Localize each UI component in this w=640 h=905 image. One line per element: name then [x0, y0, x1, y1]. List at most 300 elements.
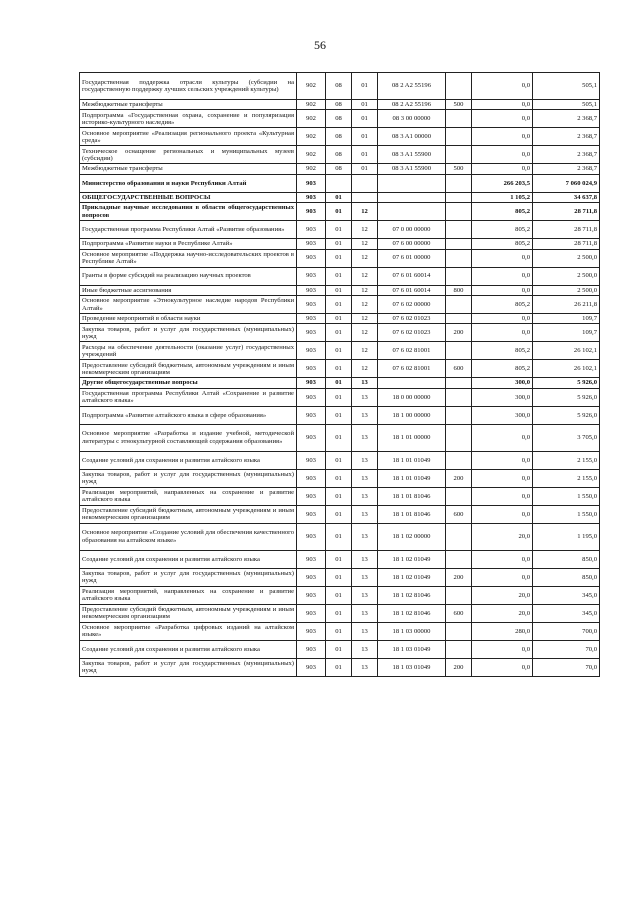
admin-code-cell: 903 [297, 469, 326, 487]
subsection-code-cell [352, 174, 378, 192]
expense-type-cell: 200 [446, 469, 472, 487]
section-code-cell: 01 [326, 622, 352, 640]
amount-total-cell: 28 711,8 [533, 239, 600, 249]
expense-name-cell: Проведение мероприятий в области науки [80, 314, 297, 324]
amount-change-cell: 805,2 [472, 360, 533, 378]
admin-code-cell: 903 [297, 203, 326, 221]
amount-total-cell: 1 550,0 [533, 487, 600, 505]
amount-change-cell: 0,0 [472, 568, 533, 586]
expense-name-cell: Основное мероприятие «Этнокультурное наследие народов Республики Алтай» [80, 296, 297, 314]
table-row [80, 267, 600, 285]
subsection-code-cell: 12 [352, 267, 378, 285]
amount-total-cell: 2 368,7 [533, 128, 600, 146]
table-row [80, 203, 600, 221]
section-code-cell: 01 [326, 523, 352, 550]
expense-type-cell [446, 267, 472, 285]
subsection-code-cell: 13 [352, 604, 378, 622]
expense-type-cell [446, 406, 472, 424]
amount-total-cell: 3 705,0 [533, 424, 600, 451]
amount-change-cell: 300,0 [472, 388, 533, 406]
target-article-cell: 18 1 02 01049 [378, 550, 446, 568]
amount-total-cell: 2 368,7 [533, 110, 600, 128]
expense-name-cell: Подпрограмма «Развитие науки в Республике Алтай» [80, 239, 297, 249]
amount-change-cell: 805,2 [472, 296, 533, 314]
target-article-cell: 08 3 A1 55900 [378, 146, 446, 164]
subsection-code-cell: 13 [352, 451, 378, 469]
section-code-cell: 01 [326, 568, 352, 586]
target-article-cell: 18 0 00 00000 [378, 388, 446, 406]
admin-code-cell: 902 [297, 100, 326, 110]
amount-total-cell: 505,1 [533, 73, 600, 100]
admin-code-cell: 902 [297, 146, 326, 164]
amount-total-cell: 28 711,8 [533, 203, 600, 221]
section-code-cell: 01 [326, 640, 352, 658]
table-row [80, 388, 600, 406]
admin-code-cell: 902 [297, 73, 326, 100]
expense-name-cell: Предоставление субсидий бюджетным, автономным учреждениям и иным некоммерческим организациям [80, 604, 297, 622]
expense-name-cell: Гранты в форме субсидий на реализацию научных проектов [80, 267, 297, 285]
expense-type-cell: 800 [446, 285, 472, 295]
amount-change-cell: 0,0 [472, 550, 533, 568]
target-article-cell: 18 1 02 81046 [378, 604, 446, 622]
amount-change-cell: 20,0 [472, 523, 533, 550]
section-code-cell: 01 [326, 203, 352, 221]
target-article-cell: 07 6 02 81001 [378, 360, 446, 378]
target-article-cell: 07 6 01 60014 [378, 267, 446, 285]
expense-name-cell: Государственная поддержка отрасли культуры (субсидии на государственную поддержку лучших сельских учреждений культуры) [80, 73, 297, 100]
table-row [80, 221, 600, 239]
expense-name-cell: Межбюджетные трансферты [80, 164, 297, 174]
expense-name-cell: Государственная программа Республики Алтай «Сохранение и развитие алтайского языка» [80, 388, 297, 406]
table-row [80, 568, 600, 586]
amount-total-cell: 109,7 [533, 324, 600, 342]
subsection-code-cell: 13 [352, 406, 378, 424]
amount-change-cell: 0,0 [472, 73, 533, 100]
expense-type-cell [446, 249, 472, 267]
amount-total-cell: 2 155,0 [533, 451, 600, 469]
section-code-cell: 01 [326, 469, 352, 487]
expense-type-cell [446, 146, 472, 164]
amount-change-cell: 0,0 [472, 164, 533, 174]
section-code-cell: 08 [326, 164, 352, 174]
expense-type-cell [446, 388, 472, 406]
subsection-code-cell: 13 [352, 622, 378, 640]
admin-code-cell: 903 [297, 314, 326, 324]
admin-code-cell: 903 [297, 249, 326, 267]
amount-total-cell: 5 926,0 [533, 406, 600, 424]
expense-name-cell: Реализация мероприятий, направленных на сохранение и развитие алтайского языка [80, 586, 297, 604]
admin-code-cell: 903 [297, 658, 326, 676]
amount-change-cell: 805,2 [472, 342, 533, 360]
table-row [80, 146, 600, 164]
expense-name-cell: Подпрограмма «Государственная охрана, сохранение и популяризация историко-культурного наследия» [80, 110, 297, 128]
subsection-code-cell: 13 [352, 469, 378, 487]
amount-total-cell: 2 155,0 [533, 469, 600, 487]
amount-total-cell: 34 637,8 [533, 192, 600, 202]
amount-total-cell: 2 500,0 [533, 267, 600, 285]
subsection-code-cell: 12 [352, 249, 378, 267]
expense-type-cell: 500 [446, 164, 472, 174]
table-row [80, 110, 600, 128]
admin-code-cell: 903 [297, 192, 326, 202]
expense-type-cell [446, 174, 472, 192]
subsection-code-cell: 12 [352, 239, 378, 249]
expense-name-cell: Другие общегосударственные вопросы [80, 378, 297, 388]
target-article-cell: 07 6 02 01023 [378, 324, 446, 342]
expense-type-cell [446, 622, 472, 640]
amount-change-cell: 805,2 [472, 239, 533, 249]
subsection-code-cell: 13 [352, 378, 378, 388]
section-code-cell: 01 [326, 586, 352, 604]
expense-name-cell: Расходы на обеспечение деятельности (оказание услуг) государственных учреждений [80, 342, 297, 360]
table-row [80, 586, 600, 604]
table-row [80, 487, 600, 505]
expense-type-cell [446, 192, 472, 202]
table-row [80, 296, 600, 314]
subsection-code-cell: 13 [352, 568, 378, 586]
admin-code-cell: 903 [297, 424, 326, 451]
section-code-cell: 01 [326, 192, 352, 202]
expense-type-cell [446, 523, 472, 550]
subsection-code-cell: 12 [352, 296, 378, 314]
expense-name-cell: Межбюджетные трансферты [80, 100, 297, 110]
page-number: 56 [314, 38, 326, 52]
subsection-code-cell: 13 [352, 550, 378, 568]
admin-code-cell: 903 [297, 174, 326, 192]
target-article-cell: 18 1 01 81046 [378, 505, 446, 523]
expense-name-cell: Закупка товаров, работ и услуг для государственных (муниципальных) нужд [80, 324, 297, 342]
table-row [80, 640, 600, 658]
admin-code-cell: 903 [297, 640, 326, 658]
section-code-cell: 08 [326, 128, 352, 146]
admin-code-cell: 903 [297, 324, 326, 342]
table-row [80, 314, 600, 324]
section-code-cell: 01 [326, 378, 352, 388]
table-row [80, 406, 600, 424]
expense-name-cell: Основное мероприятие «Создание условий для обеспечения качественного образования на алтайском языке» [80, 523, 297, 550]
amount-total-cell: 26 102,1 [533, 342, 600, 360]
amount-change-cell: 1 105,2 [472, 192, 533, 202]
target-article-cell: 07 6 02 81001 [378, 342, 446, 360]
expense-type-cell: 200 [446, 568, 472, 586]
admin-code-cell: 902 [297, 128, 326, 146]
amount-total-cell: 109,7 [533, 314, 600, 324]
section-code-cell: 01 [326, 451, 352, 469]
expense-name-cell: Техническое оснащение региональных и муниципальных музеев (субсидии) [80, 146, 297, 164]
table-row [80, 239, 600, 249]
subsection-code-cell: 01 [352, 110, 378, 128]
amount-total-cell: 1 550,0 [533, 505, 600, 523]
admin-code-cell: 903 [297, 406, 326, 424]
target-article-cell: 18 1 03 01049 [378, 658, 446, 676]
expense-name-cell: Государственная программа Республики Алтай «Развитие образования» [80, 221, 297, 239]
subsection-code-cell: 01 [352, 73, 378, 100]
expense-name-cell: ОБЩЕГОСУДАРСТВЕННЫЕ ВОПРОСЫ [80, 192, 297, 202]
admin-code-cell: 903 [297, 378, 326, 388]
amount-total-cell: 26 211,8 [533, 296, 600, 314]
amount-change-cell: 0,0 [472, 487, 533, 505]
expense-type-cell [446, 586, 472, 604]
amount-total-cell: 26 102,1 [533, 360, 600, 378]
target-article-cell: 08 2 A2 55196 [378, 100, 446, 110]
subsection-code-cell: 13 [352, 640, 378, 658]
amount-change-cell: 300,0 [472, 406, 533, 424]
expense-name-cell: Создание условий для сохранения и развития алтайского языка [80, 640, 297, 658]
target-article-cell: 18 1 01 01049 [378, 469, 446, 487]
expense-name-cell: Закупка товаров, работ и услуг для государственных (муниципальных) нужд [80, 658, 297, 676]
amount-change-cell: 20,0 [472, 586, 533, 604]
section-code-cell: 01 [326, 360, 352, 378]
amount-change-cell: 0,0 [472, 110, 533, 128]
expense-name-cell: Иные бюджетные ассигнования [80, 285, 297, 295]
subsection-code-cell: 12 [352, 221, 378, 239]
amount-total-cell: 505,1 [533, 100, 600, 110]
table-row [80, 73, 600, 100]
expense-type-cell: 500 [446, 100, 472, 110]
section-code-cell: 01 [326, 658, 352, 676]
subsection-code-cell: 12 [352, 342, 378, 360]
admin-code-cell: 903 [297, 487, 326, 505]
expense-type-cell [446, 487, 472, 505]
target-article-cell: 07 6 01 00000 [378, 249, 446, 267]
amount-total-cell: 70,0 [533, 658, 600, 676]
target-article-cell: 08 3 A1 55900 [378, 164, 446, 174]
expense-type-cell: 200 [446, 324, 472, 342]
admin-code-cell: 903 [297, 221, 326, 239]
table-row [80, 378, 600, 388]
expense-name-cell: Основное мероприятие «Разработка цифровых изданий на алтайском языке» [80, 622, 297, 640]
section-code-cell: 01 [326, 388, 352, 406]
admin-code-cell: 902 [297, 110, 326, 128]
target-article-cell [378, 174, 446, 192]
amount-change-cell: 0,0 [472, 100, 533, 110]
target-article-cell: 07 6 00 00000 [378, 239, 446, 249]
section-code-cell: 01 [326, 424, 352, 451]
expense-type-cell [446, 239, 472, 249]
expense-name-cell: Создание условий для сохранения и развития алтайского языка [80, 550, 297, 568]
amount-total-cell: 5 926,0 [533, 388, 600, 406]
expense-name-cell: Закупка товаров, работ и услуг для государственных (муниципальных) нужд [80, 469, 297, 487]
section-code-cell: 01 [326, 314, 352, 324]
amount-change-cell: 266 203,5 [472, 174, 533, 192]
target-article-cell: 18 1 01 01049 [378, 451, 446, 469]
table-body [80, 73, 600, 677]
section-code-cell: 08 [326, 110, 352, 128]
subsection-code-cell: 13 [352, 424, 378, 451]
expense-type-cell [446, 378, 472, 388]
expense-type-cell [446, 640, 472, 658]
section-code-cell: 01 [326, 487, 352, 505]
admin-code-cell: 903 [297, 505, 326, 523]
expense-type-cell [446, 451, 472, 469]
amount-total-cell: 700,0 [533, 622, 600, 640]
target-article-cell: 18 1 01 81046 [378, 487, 446, 505]
section-code-cell: 01 [326, 296, 352, 314]
target-article-cell: 18 1 03 01049 [378, 640, 446, 658]
expense-name-cell: Министерство образования и науки Республики Алтай [80, 174, 297, 192]
admin-code-cell: 902 [297, 164, 326, 174]
amount-change-cell: 300,0 [472, 378, 533, 388]
expense-name-cell: Предоставление субсидий бюджетным, автономным учреждениям и иным некоммерческим организациям [80, 505, 297, 523]
target-article-cell: 08 2 A2 55196 [378, 73, 446, 100]
table-row [80, 360, 600, 378]
section-code-cell: 01 [326, 239, 352, 249]
subsection-code-cell: 12 [352, 360, 378, 378]
table-row [80, 658, 600, 676]
target-article-cell: 07 6 02 01023 [378, 314, 446, 324]
table-row [80, 523, 600, 550]
expense-type-cell [446, 296, 472, 314]
table-row [80, 192, 600, 202]
expense-type-cell [446, 314, 472, 324]
section-code-cell: 01 [326, 221, 352, 239]
amount-change-cell: 20,0 [472, 604, 533, 622]
amount-total-cell: 28 711,8 [533, 221, 600, 239]
subsection-code-cell: 01 [352, 164, 378, 174]
admin-code-cell: 903 [297, 285, 326, 295]
amount-change-cell: 805,2 [472, 221, 533, 239]
expense-type-cell [446, 550, 472, 568]
target-article-cell: 07 6 02 00000 [378, 296, 446, 314]
table-row [80, 604, 600, 622]
table-row [80, 550, 600, 568]
table-row [80, 249, 600, 267]
section-code-cell: 08 [326, 146, 352, 164]
section-code-cell: 01 [326, 249, 352, 267]
expense-name-cell: Прикладные научные исследования в области общегосударственных вопросов [80, 203, 297, 221]
table-row [80, 342, 600, 360]
admin-code-cell: 903 [297, 267, 326, 285]
section-code-cell: 01 [326, 505, 352, 523]
target-article-cell: 07 0 00 00000 [378, 221, 446, 239]
expense-type-cell: 600 [446, 604, 472, 622]
target-article-cell: 07 6 01 60014 [378, 285, 446, 295]
amount-total-cell: 2 368,7 [533, 146, 600, 164]
amount-change-cell: 0,0 [472, 324, 533, 342]
amount-change-cell: 0,0 [472, 146, 533, 164]
subsection-code-cell [352, 192, 378, 202]
amount-change-cell: 0,0 [472, 128, 533, 146]
expense-type-cell: 600 [446, 360, 472, 378]
section-code-cell: 08 [326, 100, 352, 110]
expense-type-cell: 200 [446, 658, 472, 676]
amount-change-cell: 0,0 [472, 285, 533, 295]
amount-change-cell: 0,0 [472, 640, 533, 658]
subsection-code-cell: 12 [352, 314, 378, 324]
section-code-cell: 01 [326, 267, 352, 285]
expense-type-cell: 600 [446, 505, 472, 523]
target-article-cell [378, 192, 446, 202]
amount-change-cell: 0,0 [472, 451, 533, 469]
section-code-cell: 01 [326, 406, 352, 424]
amount-total-cell: 850,0 [533, 550, 600, 568]
subsection-code-cell: 13 [352, 388, 378, 406]
table-row [80, 451, 600, 469]
amount-total-cell: 345,0 [533, 604, 600, 622]
amount-change-cell: 0,0 [472, 424, 533, 451]
admin-code-cell: 903 [297, 568, 326, 586]
amount-change-cell: 0,0 [472, 505, 533, 523]
subsection-code-cell: 12 [352, 324, 378, 342]
table-row [80, 424, 600, 451]
admin-code-cell: 903 [297, 239, 326, 249]
amount-total-cell: 7 060 024,9 [533, 174, 600, 192]
table-row [80, 505, 600, 523]
section-code-cell: 01 [326, 342, 352, 360]
amount-total-cell: 1 195,0 [533, 523, 600, 550]
subsection-code-cell: 13 [352, 505, 378, 523]
expense-type-cell [446, 73, 472, 100]
table-row [80, 622, 600, 640]
subsection-code-cell: 13 [352, 487, 378, 505]
admin-code-cell: 903 [297, 360, 326, 378]
amount-total-cell: 70,0 [533, 640, 600, 658]
amount-total-cell: 5 926,0 [533, 378, 600, 388]
expense-name-cell: Предоставление субсидий бюджетным, автономным учреждениям и иным некоммерческим организациям [80, 360, 297, 378]
amount-change-cell: 0,0 [472, 314, 533, 324]
table-row [80, 324, 600, 342]
target-article-cell: 18 1 03 00000 [378, 622, 446, 640]
expense-type-cell [446, 203, 472, 221]
target-article-cell: 18 1 01 00000 [378, 424, 446, 451]
amount-total-cell: 2 500,0 [533, 249, 600, 267]
subsection-code-cell: 01 [352, 128, 378, 146]
amount-total-cell: 2 368,7 [533, 164, 600, 174]
admin-code-cell: 903 [297, 586, 326, 604]
subsection-code-cell: 12 [352, 285, 378, 295]
subsection-code-cell: 12 [352, 203, 378, 221]
target-article-cell [378, 378, 446, 388]
amount-total-cell: 345,0 [533, 586, 600, 604]
amount-change-cell: 280,0 [472, 622, 533, 640]
admin-code-cell: 903 [297, 451, 326, 469]
table-row [80, 128, 600, 146]
admin-code-cell: 903 [297, 604, 326, 622]
subsection-code-cell: 01 [352, 100, 378, 110]
expense-name-cell: Реализация мероприятий, направленных на сохранение и развитие алтайского языка [80, 487, 297, 505]
table-row [80, 100, 600, 110]
expense-name-cell: Основное мероприятие «Реализация регионального проекта «Культурная среда» [80, 128, 297, 146]
expense-type-cell [446, 110, 472, 128]
expense-name-cell: Основное мероприятие «Поддержка научно-исследовательских проектов в Республике Алтай» [80, 249, 297, 267]
table-row [80, 164, 600, 174]
target-article-cell: 18 1 02 81046 [378, 586, 446, 604]
subsection-code-cell: 13 [352, 658, 378, 676]
budget-table [79, 72, 600, 677]
admin-code-cell: 903 [297, 550, 326, 568]
amount-total-cell: 2 500,0 [533, 285, 600, 295]
expense-type-cell [446, 221, 472, 239]
expense-name-cell: Подпрограмма «Развитие алтайского языка в сфере образования» [80, 406, 297, 424]
admin-code-cell: 903 [297, 342, 326, 360]
subsection-code-cell: 13 [352, 523, 378, 550]
target-article-cell: 18 1 02 01049 [378, 568, 446, 586]
amount-change-cell: 805,2 [472, 203, 533, 221]
target-article-cell: 18 1 02 00000 [378, 523, 446, 550]
table-row [80, 174, 600, 192]
admin-code-cell: 903 [297, 523, 326, 550]
amount-change-cell: 0,0 [472, 249, 533, 267]
target-article-cell: 18 1 00 00000 [378, 406, 446, 424]
section-code-cell: 01 [326, 550, 352, 568]
expense-name-cell: Закупка товаров, работ и услуг для государственных (муниципальных) нужд [80, 568, 297, 586]
section-code-cell: 08 [326, 73, 352, 100]
target-article-cell [378, 203, 446, 221]
expense-type-cell [446, 342, 472, 360]
amount-change-cell: 0,0 [472, 267, 533, 285]
target-article-cell: 08 3 A1 00000 [378, 128, 446, 146]
target-article-cell: 08 3 00 00000 [378, 110, 446, 128]
